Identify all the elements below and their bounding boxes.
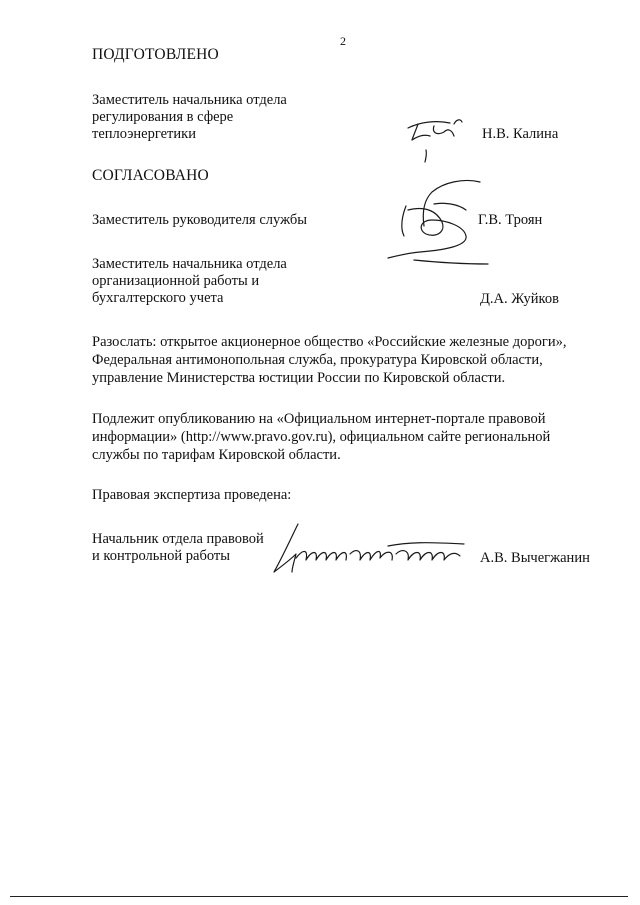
position-line: теплоэнергетики xyxy=(92,126,196,142)
legal-review-signer-position xyxy=(92,531,264,565)
agreed-signer-1-name: Г.В. Троян xyxy=(478,212,543,228)
distribution-paragraph xyxy=(92,333,600,387)
agreed-heading: СОГЛАСОВАНО xyxy=(92,167,209,184)
paragraph-line: информации» (http://www.pravo.gov.ru), официальном сайте региональной xyxy=(92,429,551,445)
signature-vychegzhanin xyxy=(268,520,468,580)
agreed-signer-1-position xyxy=(92,212,307,229)
footer-rule xyxy=(10,896,628,897)
prepared-signer-position xyxy=(92,92,287,143)
prepared-heading: ПОДГОТОВЛЕНО xyxy=(92,46,219,63)
prepared-signer-name: Н.В. Калина xyxy=(482,126,559,142)
position-line: регулирования в сфере xyxy=(92,109,234,125)
publication-paragraph xyxy=(92,410,600,464)
position-line: Заместитель начальника отдела xyxy=(92,92,287,108)
position-line: Заместитель руководителя службы xyxy=(92,212,308,228)
legal-review-text: Правовая экспертиза проведена: xyxy=(92,487,292,503)
page-number: 2 xyxy=(340,34,346,48)
position-line: бухгалтерского учета xyxy=(92,290,224,306)
paragraph-line: Федеральная антимонопольная служба, прокуратура Кировской области, xyxy=(92,352,543,368)
agreed-signer-2-position xyxy=(92,256,287,307)
paragraph-line: службы по тарифам Кировской области. xyxy=(92,447,341,463)
position-line: и контрольной работы xyxy=(92,548,230,564)
paragraph-line: Разослать: открытое акционерное общество «Российские железные дороги», xyxy=(92,334,567,350)
signature-kalina xyxy=(400,114,470,164)
position-line: организационной работы и xyxy=(92,273,260,289)
agreed-signer-2-name: Д.А. Жуйков xyxy=(480,291,559,307)
position-line: Заместитель начальника отдела xyxy=(92,256,287,272)
paragraph-line: Подлежит опубликованию на «Официальном интернет-портале правовой xyxy=(92,411,546,427)
legal-review-signer-name: А.В. Вычегжанин xyxy=(480,550,590,566)
paragraph-line: управление Министерства юстиции России по Кировской области. xyxy=(92,370,506,386)
position-line: Начальник отдела правовой xyxy=(92,531,264,547)
